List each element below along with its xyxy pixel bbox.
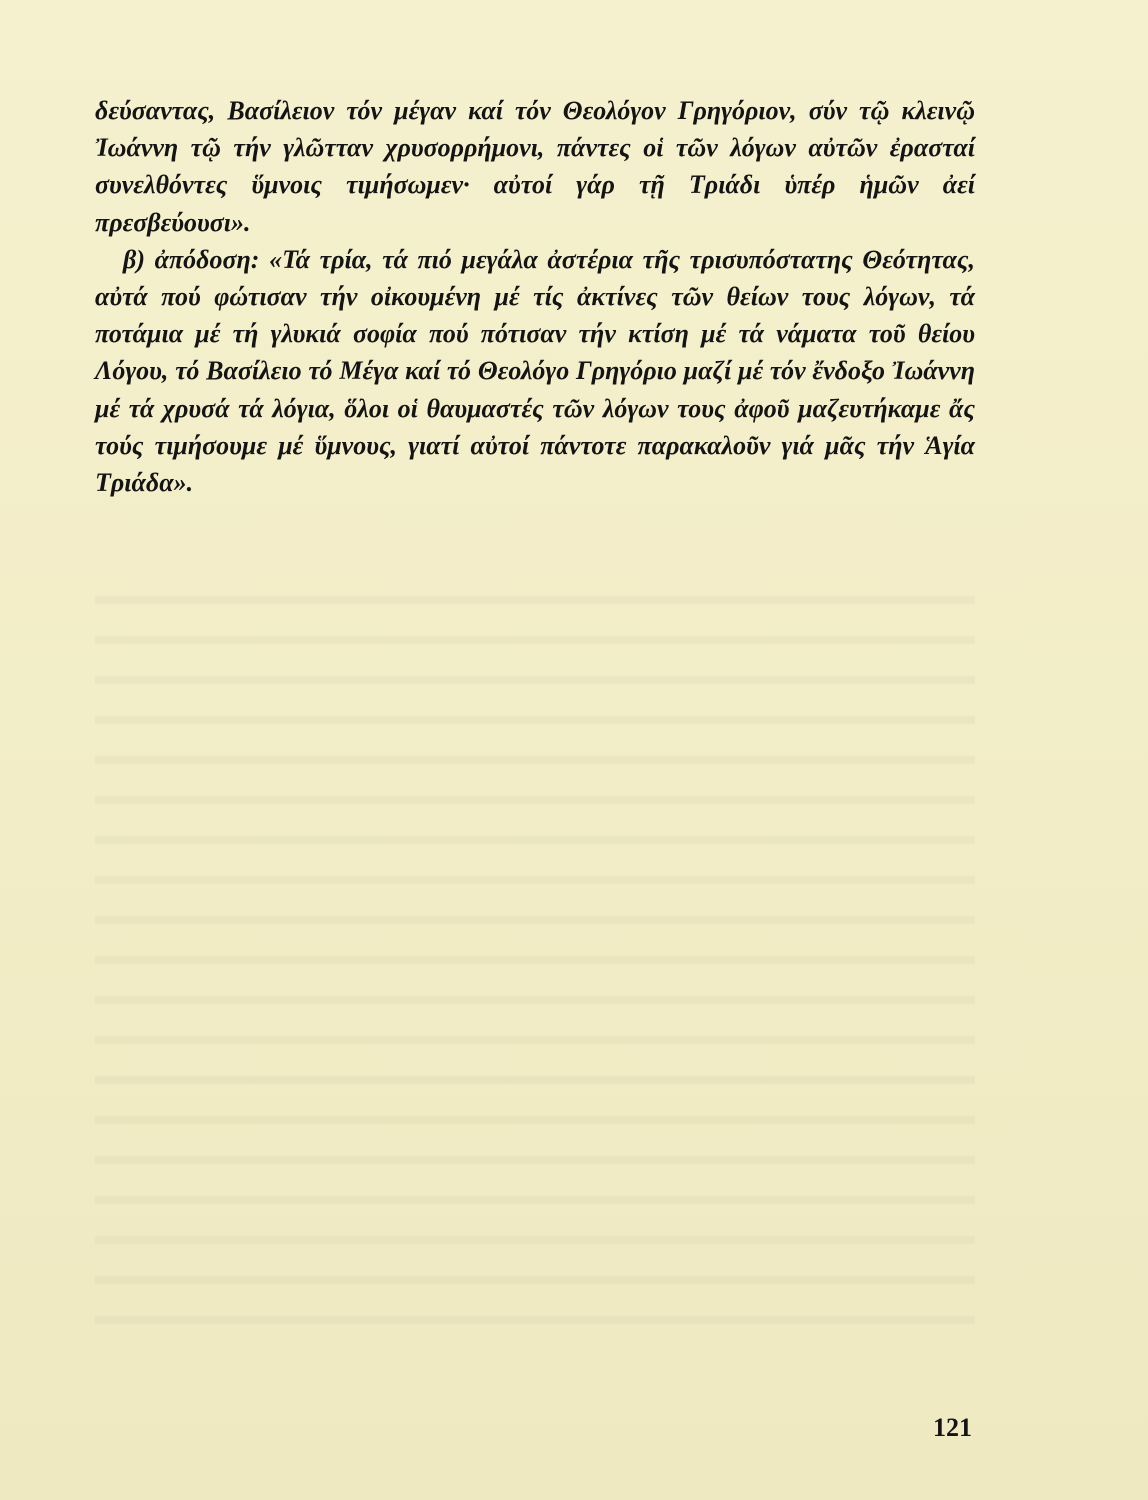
paragraph-continued: [95, 92, 975, 241]
page-number: 121: [933, 1413, 972, 1442]
paragraph-text: «Τά τρία, τά πιό μεγάλα ἀστέρια τῆς τρισυπόστατης Θεότητας, αὐτά πού φώτισαν τήν οἰκουμένη μέ τίς ἀκτίνες τῶν θείων τους λόγων, τά ποτάμια μέ τή γλυκιά σοφία πού πότισαν τήν κτίση μέ τά νάματα τοῦ θείου Λόγου, τό Βασίλειο τό Μέγα καί τό Θεολόγο Γρηγόριο μαζί μέ τόν ἔνδοξο Ἰωάννη μέ τά χρυσά τά λόγια, ὅλοι οἱ θαυμαστές τῶν λόγων τους ἀφοῦ μαζευτήκαμε ἄς τούς τιμήσουμε μέ ὕμνους, γιατί αὐτοί πάντοτε παρακαλοῦν γιά μᾶς τήν Ἁγία Τριάδα».: [95, 244, 975, 498]
body-text: [95, 92, 975, 501]
show-through-background: [95, 575, 975, 1355]
paragraph-translation: [95, 241, 975, 501]
section-label: β) ἀπόδοση:: [123, 244, 260, 274]
paragraph-text: δεύσαντας, Βασίλειον τόν μέγαν καί τόν Θεολόγον Γρηγόριον, σύν τῷ κλεινῷ Ἰωάννη τῷ τήν γλῶτταν χρυσορρήμονι, πάντες οἱ τῶν λόγων αὐτῶν ἐρασταί συνελθόντες ὕμνοις τιμήσωμεν· αὐτοί γάρ τῇ Τριάδι ὑπέρ ἡμῶν ἀεί πρεσβεύουσι».: [95, 96, 975, 237]
